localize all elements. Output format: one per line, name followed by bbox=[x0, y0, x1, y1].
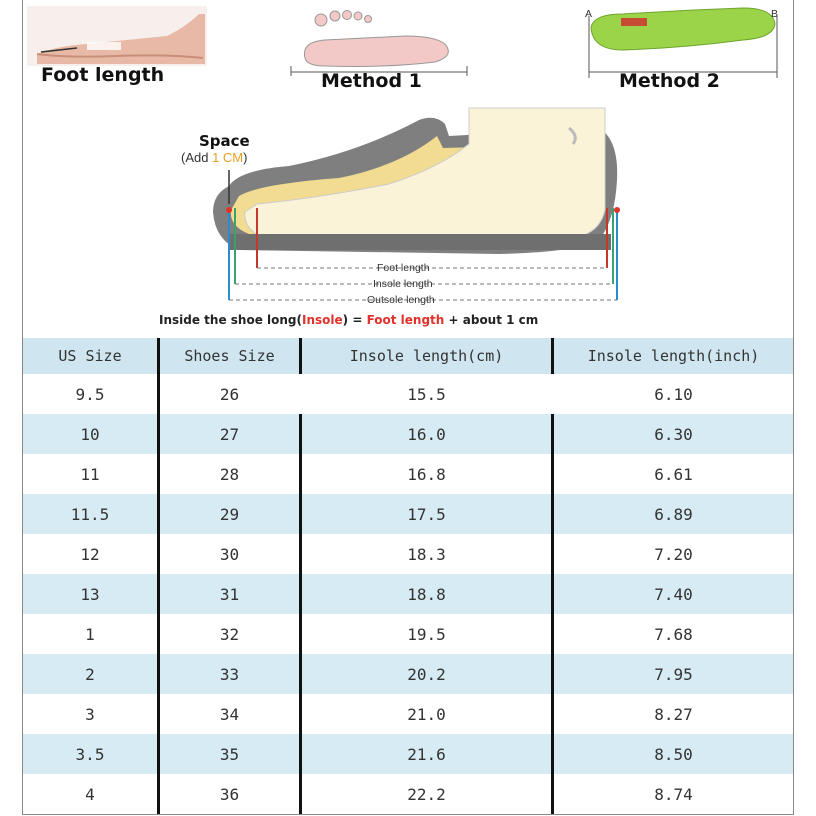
cell-shoes-size: 28 bbox=[159, 454, 301, 494]
table-row bbox=[23, 734, 793, 774]
cell-insole-cm: 16.8 bbox=[301, 454, 553, 494]
cell-shoes-size: 29 bbox=[159, 494, 301, 534]
cell-insole-inch: 8.27 bbox=[553, 694, 794, 734]
cell-insole-cm: 18.3 bbox=[301, 534, 553, 574]
cell-us-size: 3 bbox=[23, 694, 159, 734]
add-value: 1 CM bbox=[212, 150, 244, 165]
table-row bbox=[23, 614, 793, 654]
cell-shoes-size: 31 bbox=[159, 574, 301, 614]
cell-shoes-size: 36 bbox=[159, 774, 301, 814]
formula-mid: ) = bbox=[342, 313, 367, 327]
cell-us-size: 12 bbox=[23, 534, 159, 574]
cell-insole-cm: 19.5 bbox=[301, 614, 553, 654]
cell-insole-inch: 8.50 bbox=[553, 734, 794, 774]
cell-insole-inch: 6.61 bbox=[553, 454, 794, 494]
cell-insole-inch: 6.89 bbox=[553, 494, 794, 534]
cell-insole-inch: 7.95 bbox=[553, 654, 794, 694]
measurement-guide bbox=[23, 0, 793, 340]
diagram-insole-length-label: Insole length bbox=[373, 278, 433, 290]
cell-us-size: 4 bbox=[23, 774, 159, 814]
cell-shoes-size: 33 bbox=[159, 654, 301, 694]
table-row bbox=[23, 694, 793, 734]
method2-caption: Method 2 bbox=[619, 70, 720, 92]
cell-us-size: 1 bbox=[23, 614, 159, 654]
cell-us-size: 3.5 bbox=[23, 734, 159, 774]
cell-insole-inch: 7.20 bbox=[553, 534, 794, 574]
formula-foot: Foot length bbox=[366, 313, 445, 327]
cell-shoes-size: 26 bbox=[159, 374, 301, 414]
cell-insole-cm: 17.5 bbox=[301, 494, 553, 534]
cell-insole-inch: 7.40 bbox=[553, 574, 794, 614]
table-header-row bbox=[23, 338, 793, 374]
table-row bbox=[23, 654, 793, 694]
cell-insole-cm: 18.8 bbox=[301, 574, 553, 614]
cell-us-size: 2 bbox=[23, 654, 159, 694]
method1-caption: Method 1 bbox=[321, 70, 422, 92]
header-us-size: US Size bbox=[23, 338, 159, 374]
table-row bbox=[23, 534, 793, 574]
formula-prefix: Inside the shoe long( bbox=[159, 313, 302, 327]
size-table bbox=[23, 338, 793, 814]
cell-insole-cm: 21.6 bbox=[301, 734, 553, 774]
cell-insole-cm: 21.0 bbox=[301, 694, 553, 734]
space-caption: Space bbox=[199, 132, 250, 150]
cell-us-size: 13 bbox=[23, 574, 159, 614]
cell-shoes-size: 35 bbox=[159, 734, 301, 774]
cell-us-size: 11 bbox=[23, 454, 159, 494]
header-insole-cm: Insole length(cm) bbox=[301, 338, 553, 374]
cell-insole-cm: 22.2 bbox=[301, 774, 553, 814]
cell-insole-inch: 7.68 bbox=[553, 614, 794, 654]
table-row bbox=[23, 494, 793, 534]
cell-insole-cm: 16.0 bbox=[301, 414, 553, 454]
add-suffix: ) bbox=[243, 150, 248, 165]
header-shoes-size: Shoes Size bbox=[159, 338, 301, 374]
insole-label-a: A bbox=[585, 8, 593, 20]
formula-caption bbox=[159, 313, 538, 327]
cell-insole-inch: 6.30 bbox=[553, 414, 794, 454]
cell-us-size: 9.5 bbox=[23, 374, 159, 414]
cell-us-size: 11.5 bbox=[23, 494, 159, 534]
formula-insole: Insole bbox=[302, 313, 343, 327]
cell-insole-inch: 8.74 bbox=[553, 774, 794, 814]
table-row bbox=[23, 774, 793, 814]
cell-shoes-size: 34 bbox=[159, 694, 301, 734]
cell-us-size: 10 bbox=[23, 414, 159, 454]
table-row bbox=[23, 414, 793, 454]
diagram-outsole-length-label: Outsole length bbox=[367, 294, 435, 306]
diagram-foot-length-label: Foot length bbox=[377, 262, 430, 274]
table-body bbox=[23, 374, 793, 814]
insole-icon bbox=[583, 2, 783, 78]
table-row bbox=[23, 574, 793, 614]
cell-insole-cm: 20.2 bbox=[301, 654, 553, 694]
size-chart-frame bbox=[22, 0, 794, 815]
header-insole-inch: Insole length(inch) bbox=[553, 338, 794, 374]
add-prefix: (Add bbox=[181, 150, 213, 165]
add-caption bbox=[181, 150, 247, 165]
formula-suffix: + about 1 cm bbox=[444, 313, 539, 327]
table-row bbox=[23, 374, 793, 414]
foot-length-caption: Foot length bbox=[41, 64, 165, 86]
cell-insole-cm: 15.5 bbox=[301, 374, 553, 414]
insole-label-b: B bbox=[771, 8, 779, 20]
cell-shoes-size: 27 bbox=[159, 414, 301, 454]
table-row bbox=[23, 454, 793, 494]
cell-shoes-size: 30 bbox=[159, 534, 301, 574]
footprint-icon bbox=[285, 6, 475, 76]
cell-insole-inch: 6.10 bbox=[553, 374, 794, 414]
foot-photo-icon bbox=[27, 6, 207, 66]
cell-shoes-size: 32 bbox=[159, 614, 301, 654]
